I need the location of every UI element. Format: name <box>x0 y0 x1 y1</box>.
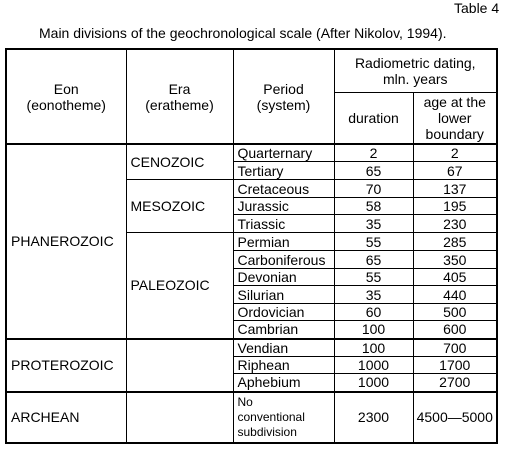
period-cell: Vendian <box>233 339 334 357</box>
duration-cell: 100 <box>334 321 413 339</box>
duration-cell: 70 <box>334 180 413 198</box>
period-cell: Carboniferous <box>233 251 334 269</box>
age-cell: 2700 <box>413 374 497 392</box>
age-cell: 405 <box>413 269 497 286</box>
age-cell: 2 <box>413 144 497 162</box>
age-cell: 350 <box>413 251 497 269</box>
header-radiometric-dating: Radiometric dating, mln. years <box>334 49 497 92</box>
period-cell: Riphean <box>233 357 334 374</box>
period-cell: Permian <box>233 233 334 251</box>
era-empty-proterozoic <box>126 339 233 392</box>
age-cell: 137 <box>413 180 497 198</box>
age-cell: 195 <box>413 198 497 215</box>
period-cell-archean: No conventional subdivision <box>233 392 334 443</box>
duration-cell: 2300 <box>334 392 413 443</box>
age-cell: 440 <box>413 286 497 304</box>
age-cell: 600 <box>413 321 497 339</box>
age-cell: 67 <box>413 162 497 180</box>
period-cell: Cretaceous <box>233 180 334 198</box>
period-cell: Triassic <box>233 215 334 233</box>
duration-cell: 65 <box>334 162 413 180</box>
era-empty-archean <box>126 392 233 443</box>
duration-cell: 58 <box>334 198 413 215</box>
period-cell: Jurassic <box>233 198 334 215</box>
period-cell: Ordovician <box>233 304 334 321</box>
table-number: Table 4 <box>454 0 500 16</box>
eon-phanerozoic: PHANEROZOIC <box>6 144 126 339</box>
age-cell: 500 <box>413 304 497 321</box>
age-cell: 4500—5000 <box>413 392 497 443</box>
duration-cell: 2 <box>334 144 413 162</box>
period-cell: Devonian <box>233 269 334 286</box>
age-cell: 700 <box>413 339 497 357</box>
header-age: age at the lower boundary <box>413 92 497 144</box>
header-duration: duration <box>334 92 413 144</box>
era-mesozoic: MESOZOIC <box>126 180 233 233</box>
age-cell: 1700 <box>413 357 497 374</box>
age-cell: 230 <box>413 215 497 233</box>
eon-proterozoic: PROTEROZOIC <box>6 339 126 392</box>
header-era: Era (eratheme) <box>126 49 233 144</box>
period-cell: Aphebium <box>233 374 334 392</box>
duration-cell: 100 <box>334 339 413 357</box>
header-period: Period (system) <box>233 49 334 144</box>
duration-cell: 55 <box>334 269 413 286</box>
era-paleozoic: PALEOZOIC <box>126 233 233 339</box>
header-eon: Eon (eonotheme) <box>6 49 126 144</box>
duration-cell: 55 <box>334 233 413 251</box>
period-cell: Cambrian <box>233 321 334 339</box>
eon-archean: ARCHEAN <box>6 392 126 443</box>
period-cell: Quarternary <box>233 144 334 162</box>
duration-cell: 60 <box>334 304 413 321</box>
duration-cell: 1000 <box>334 357 413 374</box>
era-cenozoic: CENOZOIC <box>126 144 233 180</box>
geochronological-table <box>5 48 498 444</box>
duration-cell: 35 <box>334 215 413 233</box>
duration-cell: 35 <box>334 286 413 304</box>
period-cell: Tertiary <box>233 162 334 180</box>
age-cell: 285 <box>413 233 497 251</box>
table-caption: Main divisions of the geochronological scale (After Nikolov, 1994). <box>39 25 447 41</box>
duration-cell: 65 <box>334 251 413 269</box>
duration-cell: 1000 <box>334 374 413 392</box>
period-cell: Silurian <box>233 286 334 304</box>
